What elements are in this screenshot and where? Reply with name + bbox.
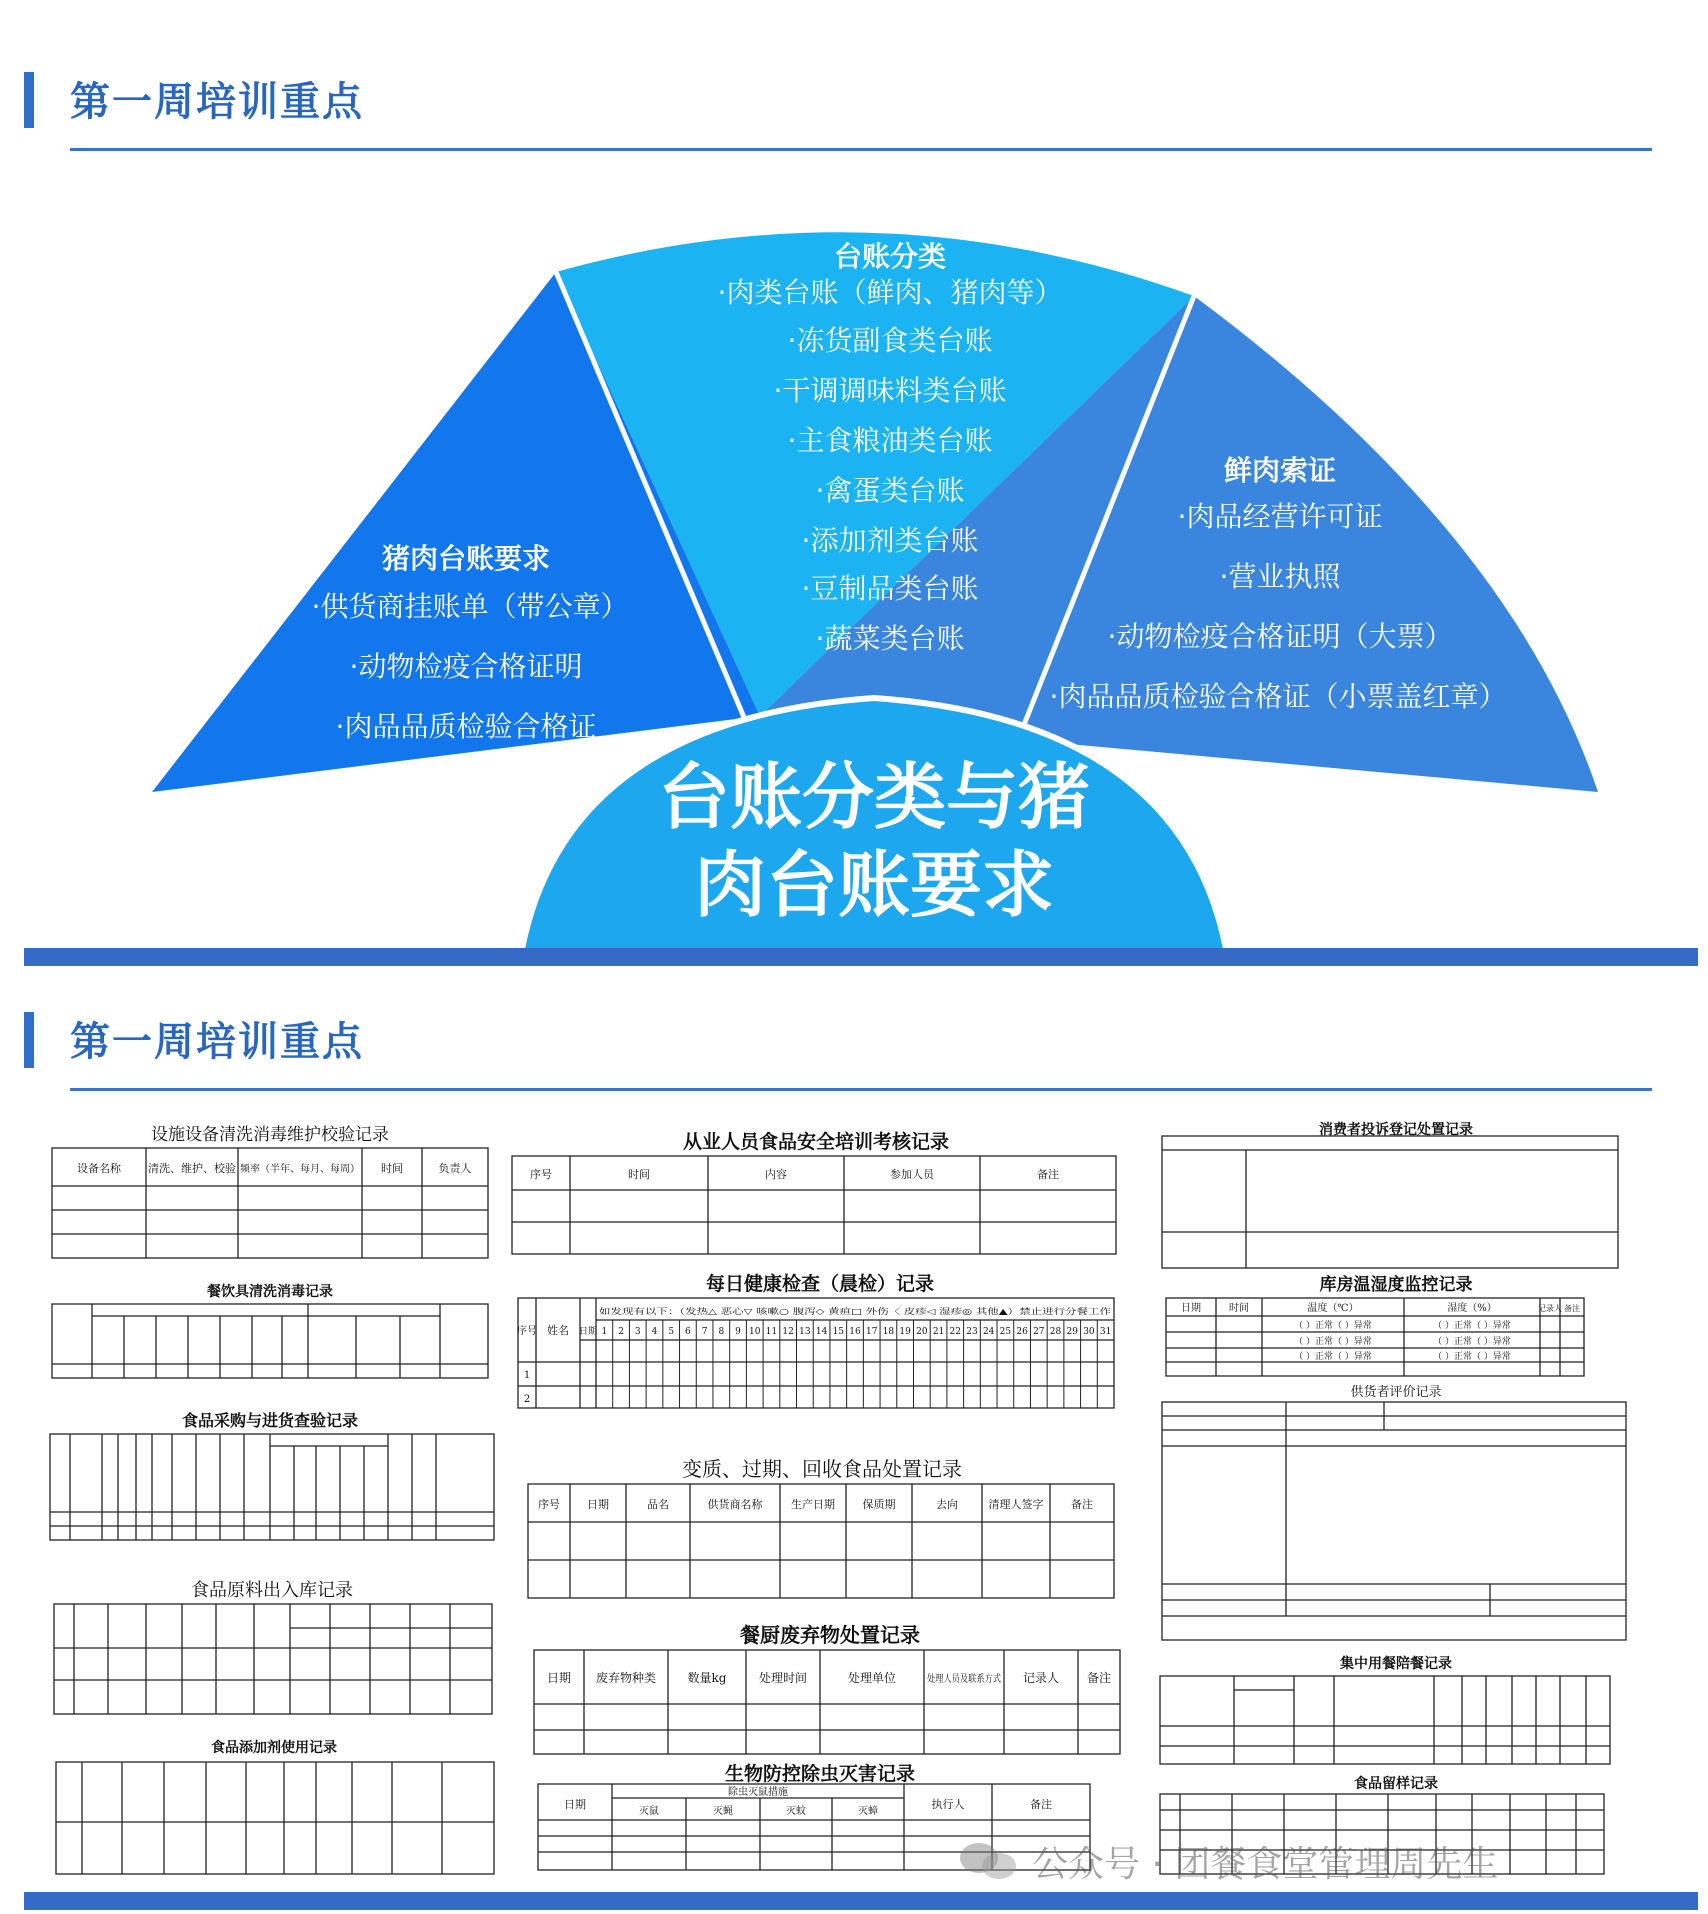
day-number: 9 xyxy=(735,1327,741,1337)
table-header: 品名 xyxy=(647,1498,669,1511)
watermark xyxy=(960,1838,1498,1884)
day-number: 19 xyxy=(899,1327,911,1337)
table-header: 处理人员及联系方式 xyxy=(927,1674,1017,1685)
table-header: 数量kg xyxy=(687,1671,727,1685)
left-item: ·供货商挂账单（带公章） xyxy=(311,590,629,623)
middle-item: ·豆制品类台账 xyxy=(801,572,979,605)
day-number: 11 xyxy=(765,1327,778,1337)
status-option: （ ）正常（ ）异常 xyxy=(1294,1321,1372,1331)
table-header: 记录人 xyxy=(1022,1671,1060,1685)
form-title: 集中用餐陪餐记录 xyxy=(1340,1656,1452,1672)
right-heading: 鲜肉索证 xyxy=(1223,454,1337,487)
table-header: 日期 xyxy=(546,1671,572,1685)
ledger-fan-diagram xyxy=(0,220,1708,960)
table-header: 内容 xyxy=(765,1168,787,1181)
left-heading: 猪肉台账要求 xyxy=(381,542,551,575)
bottom-band xyxy=(24,1892,1698,1910)
middle-item: ·冻货副食类台账 xyxy=(787,324,993,357)
left-item: ·动物检疫合格证明 xyxy=(349,650,583,683)
right-item: ·肉品品质检验合格证（小票盖红章） xyxy=(1049,680,1507,713)
table-header: 处理时间 xyxy=(758,1671,808,1685)
day-number: 28 xyxy=(1049,1327,1062,1337)
day-number: 13 xyxy=(799,1327,811,1337)
table-header: 备注 xyxy=(1071,1498,1093,1511)
table-header: 负责人 xyxy=(438,1162,472,1175)
form-title: 食品原料出入库记录 xyxy=(191,1580,353,1601)
table-header: 参加人员 xyxy=(890,1168,934,1181)
day-number: 26 xyxy=(1016,1327,1028,1337)
status-option: （ ）正常（ ）异常 xyxy=(1433,1321,1511,1331)
table-header: 姓名 xyxy=(547,1324,569,1337)
title-underline xyxy=(70,148,1652,151)
table-header: 序号 xyxy=(530,1168,552,1181)
accent-bar xyxy=(24,1012,34,1068)
table-header: 灭蟑 xyxy=(858,1806,878,1817)
table-header: 日期 xyxy=(578,1327,598,1337)
form-title: 消费者投诉登记处置记录 xyxy=(1319,1122,1473,1138)
form-title: 食品添加剂使用记录 xyxy=(211,1740,337,1756)
day-number: 23 xyxy=(966,1327,978,1337)
day-number: 4 xyxy=(651,1327,658,1337)
section-header-2 xyxy=(0,1000,1708,1110)
table-header: 时间 xyxy=(1229,1303,1249,1314)
watermark-text: 公众号 · 团餐食堂管理周先生 xyxy=(1032,1843,1499,1885)
table-header: 备注 xyxy=(1030,1798,1052,1811)
table-header: 日期 xyxy=(564,1798,586,1811)
form-title: 从业人员食品安全培训考核记录 xyxy=(682,1131,950,1153)
day-number: 18 xyxy=(882,1327,895,1337)
day-number: 29 xyxy=(1066,1327,1078,1337)
day-number: 15 xyxy=(832,1327,845,1337)
table-header: 生产日期 xyxy=(791,1498,835,1511)
table-header: 湿度（%） xyxy=(1447,1303,1497,1314)
day-number: 20 xyxy=(916,1327,928,1337)
table-header: 温度（℃） xyxy=(1307,1303,1359,1314)
table-header: 灭鼠 xyxy=(639,1806,659,1817)
table-header: 记录人 xyxy=(1538,1304,1562,1313)
table-header: 序号 xyxy=(538,1498,560,1511)
middle-item: ·肉类台账（鲜肉、猪肉等） xyxy=(717,276,1063,309)
middle-item: ·蔬菜类台账 xyxy=(815,622,965,655)
section-title: 第一周培训重点 xyxy=(70,79,364,125)
day-number: 25 xyxy=(999,1327,1012,1337)
table-header: 除虫灭鼠措施 xyxy=(728,1787,788,1798)
title-underline xyxy=(70,1088,1652,1091)
day-number: 31 xyxy=(1099,1327,1112,1337)
form-title: 变质、过期、回收食品处置记录 xyxy=(682,1457,962,1481)
table-header: 处理单位 xyxy=(847,1671,897,1685)
table-header: 时间 xyxy=(628,1168,650,1181)
day-number: 21 xyxy=(932,1327,945,1337)
form-title: 食品留样记录 xyxy=(1354,1776,1438,1792)
table-header: 废弃物种类 xyxy=(595,1671,657,1685)
record-forms-collage xyxy=(0,1110,1708,1890)
divider-band xyxy=(24,948,1698,966)
middle-item: ·主食粮油类台账 xyxy=(787,424,993,457)
center-title-line1: 台账分类与猪 xyxy=(657,755,1091,839)
day-number: 14 xyxy=(815,1327,828,1337)
wechat-icon xyxy=(960,1841,1020,1881)
day-number: 22 xyxy=(949,1327,961,1337)
day-number: 17 xyxy=(865,1327,878,1337)
day-number: 5 xyxy=(668,1327,675,1337)
day-number: 27 xyxy=(1033,1327,1045,1337)
day-number: 6 xyxy=(685,1327,691,1337)
form-title: 库房温湿度监控记录 xyxy=(1319,1275,1473,1295)
day-number: 8 xyxy=(718,1327,725,1337)
table-header: 日期 xyxy=(1181,1303,1201,1314)
table-header: 序号 xyxy=(517,1326,537,1337)
section-title: 第一周培训重点 xyxy=(70,1019,364,1065)
table-header: 供货商名称 xyxy=(707,1498,763,1511)
right-item: ·肉品经营许可证 xyxy=(1177,500,1383,533)
table-header: 清理人签字 xyxy=(988,1498,1044,1511)
middle-heading: 台账分类 xyxy=(833,240,947,273)
day-number: 30 xyxy=(1083,1327,1095,1337)
table-header: 日期 xyxy=(587,1498,609,1511)
form-title: 设施设备清洗消毒维护校验记录 xyxy=(151,1125,389,1145)
table-header: 频率（半年、每月、每周） xyxy=(240,1164,360,1175)
middle-item: ·干调调味料类台账 xyxy=(773,374,1007,407)
table-header: 备注 xyxy=(1037,1168,1059,1181)
table-header: 备注 xyxy=(1086,1671,1112,1685)
status-option: （ ）正常（ ）异常 xyxy=(1294,1337,1372,1347)
day-number: 7 xyxy=(701,1327,708,1337)
form-title: 餐饮具清洗消毒记录 xyxy=(207,1284,333,1300)
right-item: ·营业执照 xyxy=(1219,560,1341,593)
table-header: 设备名称 xyxy=(77,1162,121,1175)
left-item: ·肉品品质检验合格证 xyxy=(335,710,597,743)
day-number: 3 xyxy=(634,1327,641,1337)
row-number: 2 xyxy=(523,1394,531,1405)
table-header: 灭蚊 xyxy=(786,1806,806,1817)
status-option: （ ）正常（ ）异常 xyxy=(1294,1352,1372,1362)
middle-item: ·添加剂类台账 xyxy=(801,524,979,557)
middle-item: ·禽蛋类台账 xyxy=(815,474,965,507)
table-header: 保质期 xyxy=(862,1498,896,1511)
right-item: ·动物检疫合格证明（大票） xyxy=(1107,620,1453,653)
table-header: 时间 xyxy=(381,1162,403,1175)
accent-bar xyxy=(24,72,34,128)
table-header: 备注 xyxy=(1564,1304,1580,1313)
form-title: 食品采购与进货查验记录 xyxy=(181,1411,359,1430)
table-header: 灭蝇 xyxy=(713,1806,733,1817)
table-header: 去向 xyxy=(936,1498,958,1511)
section-header-1 xyxy=(0,60,1708,170)
form-title: 供货者评价记录 xyxy=(1350,1385,1442,1400)
day-number: 10 xyxy=(749,1327,761,1337)
form-title: 生物防控除虫灭害记录 xyxy=(724,1763,916,1785)
table-header: 清洗、维护、校验 xyxy=(148,1162,236,1175)
day-number: 12 xyxy=(782,1327,794,1337)
center-title-line2: 肉台账要求 xyxy=(693,843,1055,927)
day-number: 24 xyxy=(982,1327,995,1337)
status-option: （ ）正常（ ）异常 xyxy=(1433,1352,1511,1362)
form-title: 每日健康检查（晨检）记录 xyxy=(705,1273,935,1295)
status-option: （ ）正常（ ）异常 xyxy=(1433,1337,1511,1347)
day-number: 2 xyxy=(618,1327,624,1337)
form-title: 餐厨废弃物处置记录 xyxy=(740,1623,920,1647)
table-header: 执行人 xyxy=(931,1798,965,1811)
day-number: 1 xyxy=(601,1327,608,1337)
day-number: 16 xyxy=(849,1327,861,1337)
row-number: 1 xyxy=(523,1370,531,1381)
health-note: 如发现有以下：（发热△ 恶心▽ 咳嗽○ 腹泻◇ 黄疸□ 外伤〈 皮疹◁ 湿疹◎ 其他▲）禁止进行分餐工作 xyxy=(599,1307,956,1316)
